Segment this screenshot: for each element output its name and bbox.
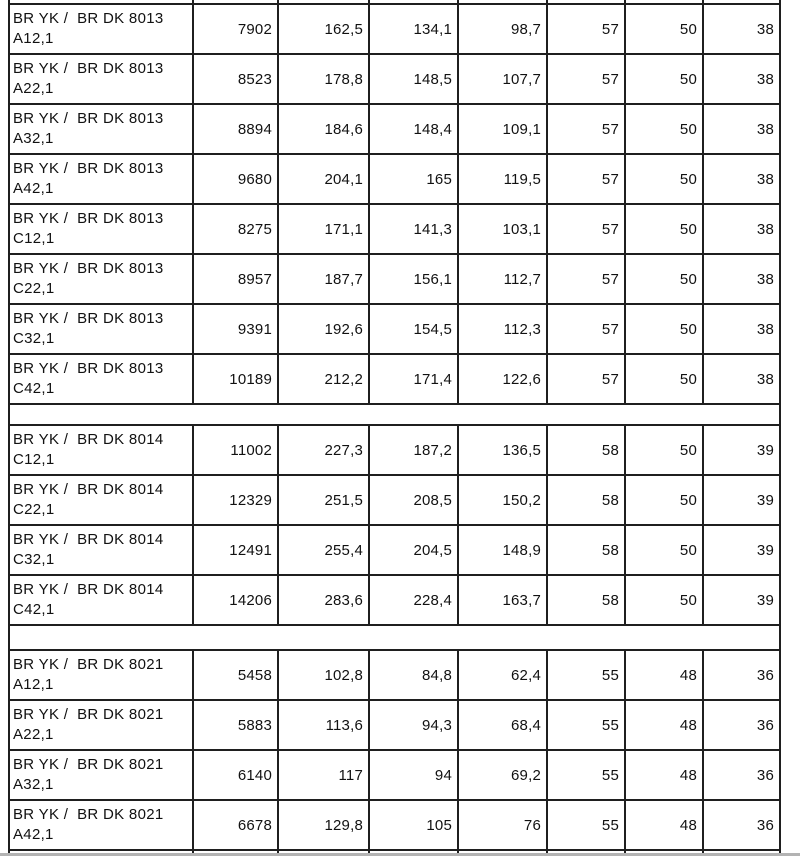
- value-cell: 163,7: [459, 576, 548, 626]
- value-cell: 50: [626, 155, 704, 205]
- value-cell: 11002: [194, 426, 279, 476]
- value-cell: 165: [370, 155, 459, 205]
- price-table: [8, 0, 783, 854]
- value-cell: 98,7: [459, 5, 548, 55]
- product-cell: [10, 305, 194, 355]
- product-cell: [10, 55, 194, 105]
- value-cell: 113,6: [279, 701, 370, 751]
- value-cell: 136,5: [459, 426, 548, 476]
- value-cell: 57: [548, 105, 626, 155]
- value-cell: 50: [626, 426, 704, 476]
- value-cell: 38: [704, 155, 781, 205]
- value-cell: 187,2: [370, 426, 459, 476]
- value-cell: 38: [704, 55, 781, 105]
- value-cell: 148,5: [370, 55, 459, 105]
- product-cell: [10, 5, 194, 55]
- value-cell: 162,5: [279, 5, 370, 55]
- product-code-line1: BR YK / BR DK 8013: [13, 210, 164, 227]
- value-cell: 38: [704, 205, 781, 255]
- value-cell: 6678: [194, 801, 279, 851]
- value-cell: 50: [626, 205, 704, 255]
- value-cell: 5458: [194, 651, 279, 701]
- value-cell: 204,5: [370, 526, 459, 576]
- value-cell: 8523: [194, 55, 279, 105]
- product-code-line1: BR YK / BR DK 8013: [13, 10, 164, 27]
- value-cell: 68,4: [459, 701, 548, 751]
- value-cell: 192,6: [279, 305, 370, 355]
- value-cell: 178,8: [279, 55, 370, 105]
- value-cell: 9391: [194, 305, 279, 355]
- value-cell: 9680: [194, 155, 279, 205]
- value-cell: 58: [548, 576, 626, 626]
- product-code-line1: BR YK / BR DK 8014: [13, 431, 164, 448]
- value-cell: 57: [548, 55, 626, 105]
- value-cell: 255,4: [279, 526, 370, 576]
- value-cell: 36: [704, 701, 781, 751]
- value-cell: 36: [704, 801, 781, 851]
- product-cell: [10, 426, 194, 476]
- product-cell: [10, 751, 194, 801]
- value-cell: 102,8: [279, 651, 370, 701]
- value-cell: 84,8: [370, 651, 459, 701]
- value-cell: 8275: [194, 205, 279, 255]
- value-cell: 58: [548, 426, 626, 476]
- value-cell: 171,4: [370, 355, 459, 405]
- product-cell: [10, 476, 194, 526]
- product-code-line1: BR YK / BR DK 8014: [13, 481, 164, 498]
- product-code-line2: A12,1: [13, 30, 54, 47]
- product-code-line1: BR YK / BR DK 8013: [13, 260, 164, 277]
- product-code-line2: A32,1: [13, 776, 54, 793]
- product-code-line1: BR YK / BR DK 8014: [13, 581, 164, 598]
- value-cell: 112,7: [459, 255, 548, 305]
- product-code-line2: C42,1: [13, 601, 55, 618]
- value-cell: 12491: [194, 526, 279, 576]
- product-cell: [10, 651, 194, 701]
- value-cell: 57: [548, 305, 626, 355]
- product-code-line1: BR YK / BR DK 8013: [13, 360, 164, 377]
- value-cell: 38: [704, 5, 781, 55]
- product-code-line1: BR YK / BR DK 8013: [13, 60, 164, 77]
- value-cell: 117: [279, 751, 370, 801]
- product-code-line2: C32,1: [13, 551, 55, 568]
- value-cell: 141,3: [370, 205, 459, 255]
- value-cell: 6140: [194, 751, 279, 801]
- product-cell: [10, 526, 194, 576]
- value-cell: 154,5: [370, 305, 459, 355]
- product-code-line2: C12,1: [13, 451, 55, 468]
- separator-row: [10, 626, 781, 651]
- value-cell: 103,1: [459, 205, 548, 255]
- value-cell: 109,1: [459, 105, 548, 155]
- value-cell: 107,7: [459, 55, 548, 105]
- value-cell: 58: [548, 476, 626, 526]
- value-cell: 50: [626, 55, 704, 105]
- product-code-line2: C32,1: [13, 330, 55, 347]
- value-cell: 227,3: [279, 426, 370, 476]
- product-code-line1: BR YK / BR DK 8021: [13, 706, 164, 723]
- value-cell: 8957: [194, 255, 279, 305]
- value-cell: 50: [626, 255, 704, 305]
- product-cell: [10, 205, 194, 255]
- value-cell: 38: [704, 105, 781, 155]
- product-code-line2: A32,1: [13, 130, 54, 147]
- product-cell: [10, 576, 194, 626]
- value-cell: 94: [370, 751, 459, 801]
- value-cell: 57: [548, 205, 626, 255]
- value-cell: 39: [704, 576, 781, 626]
- product-code-line2: C12,1: [13, 230, 55, 247]
- value-cell: 134,1: [370, 5, 459, 55]
- value-cell: 48: [626, 801, 704, 851]
- value-cell: 39: [704, 476, 781, 526]
- value-cell: 10189: [194, 355, 279, 405]
- value-cell: 212,2: [279, 355, 370, 405]
- value-cell: 36: [704, 651, 781, 701]
- product-code-line2: C22,1: [13, 501, 55, 518]
- value-cell: 14206: [194, 576, 279, 626]
- value-cell: 148,4: [370, 105, 459, 155]
- product-cell: [10, 701, 194, 751]
- value-cell: 150,2: [459, 476, 548, 526]
- value-cell: 187,7: [279, 255, 370, 305]
- value-cell: 50: [626, 5, 704, 55]
- value-cell: 156,1: [370, 255, 459, 305]
- value-cell: 57: [548, 255, 626, 305]
- value-cell: 122,6: [459, 355, 548, 405]
- value-cell: 283,6: [279, 576, 370, 626]
- value-cell: 112,3: [459, 305, 548, 355]
- product-code-line1: BR YK / BR DK 8013: [13, 110, 164, 127]
- value-cell: 7902: [194, 5, 279, 55]
- value-cell: 8894: [194, 105, 279, 155]
- value-cell: 55: [548, 701, 626, 751]
- product-cell: [10, 105, 194, 155]
- value-cell: 39: [704, 526, 781, 576]
- value-cell: 38: [704, 305, 781, 355]
- value-cell: 50: [626, 355, 704, 405]
- value-cell: 94,3: [370, 701, 459, 751]
- value-cell: 36: [704, 751, 781, 801]
- product-code-line2: A22,1: [13, 726, 54, 743]
- product-code-line2: A42,1: [13, 180, 54, 197]
- value-cell: 12329: [194, 476, 279, 526]
- value-cell: 57: [548, 5, 626, 55]
- product-code-line1: BR YK / BR DK 8021: [13, 656, 164, 673]
- value-cell: 69,2: [459, 751, 548, 801]
- value-cell: 48: [626, 651, 704, 701]
- value-cell: 57: [548, 355, 626, 405]
- product-code-line1: BR YK / BR DK 8021: [13, 806, 164, 823]
- value-cell: 50: [626, 105, 704, 155]
- value-cell: 48: [626, 701, 704, 751]
- value-cell: 50: [626, 305, 704, 355]
- value-cell: 55: [548, 651, 626, 701]
- value-cell: 251,5: [279, 476, 370, 526]
- product-code-line2: C22,1: [13, 280, 55, 297]
- value-cell: 148,9: [459, 526, 548, 576]
- value-cell: 57: [548, 155, 626, 205]
- value-cell: 50: [626, 476, 704, 526]
- value-cell: 105: [370, 801, 459, 851]
- value-cell: 184,6: [279, 105, 370, 155]
- value-cell: 171,1: [279, 205, 370, 255]
- product-code-line2: C42,1: [13, 380, 55, 397]
- product-code-line1: BR YK / BR DK 8013: [13, 310, 164, 327]
- value-cell: 228,4: [370, 576, 459, 626]
- value-cell: 55: [548, 751, 626, 801]
- value-cell: 208,5: [370, 476, 459, 526]
- product-code-line1: BR YK / BR DK 8013: [13, 160, 164, 177]
- product-cell: [10, 355, 194, 405]
- product-code-line2: A42,1: [13, 826, 54, 843]
- value-cell: 39: [704, 426, 781, 476]
- value-cell: 76: [459, 801, 548, 851]
- product-code-line1: BR YK / BR DK 8021: [13, 756, 164, 773]
- value-cell: 55: [548, 801, 626, 851]
- value-cell: 38: [704, 355, 781, 405]
- product-code-line2: A22,1: [13, 80, 54, 97]
- product-cell: [10, 155, 194, 205]
- product-cell: [10, 801, 194, 851]
- value-cell: 62,4: [459, 651, 548, 701]
- value-cell: 48: [626, 751, 704, 801]
- product-cell: [10, 255, 194, 305]
- value-cell: 204,1: [279, 155, 370, 205]
- value-cell: 58: [548, 526, 626, 576]
- separator-row: [10, 405, 781, 426]
- value-cell: 38: [704, 255, 781, 305]
- product-code-line2: A12,1: [13, 676, 54, 693]
- value-cell: 50: [626, 576, 704, 626]
- product-code-line1: BR YK / BR DK 8014: [13, 531, 164, 548]
- value-cell: 119,5: [459, 155, 548, 205]
- value-cell: 5883: [194, 701, 279, 751]
- value-cell: 129,8: [279, 801, 370, 851]
- value-cell: 50: [626, 526, 704, 576]
